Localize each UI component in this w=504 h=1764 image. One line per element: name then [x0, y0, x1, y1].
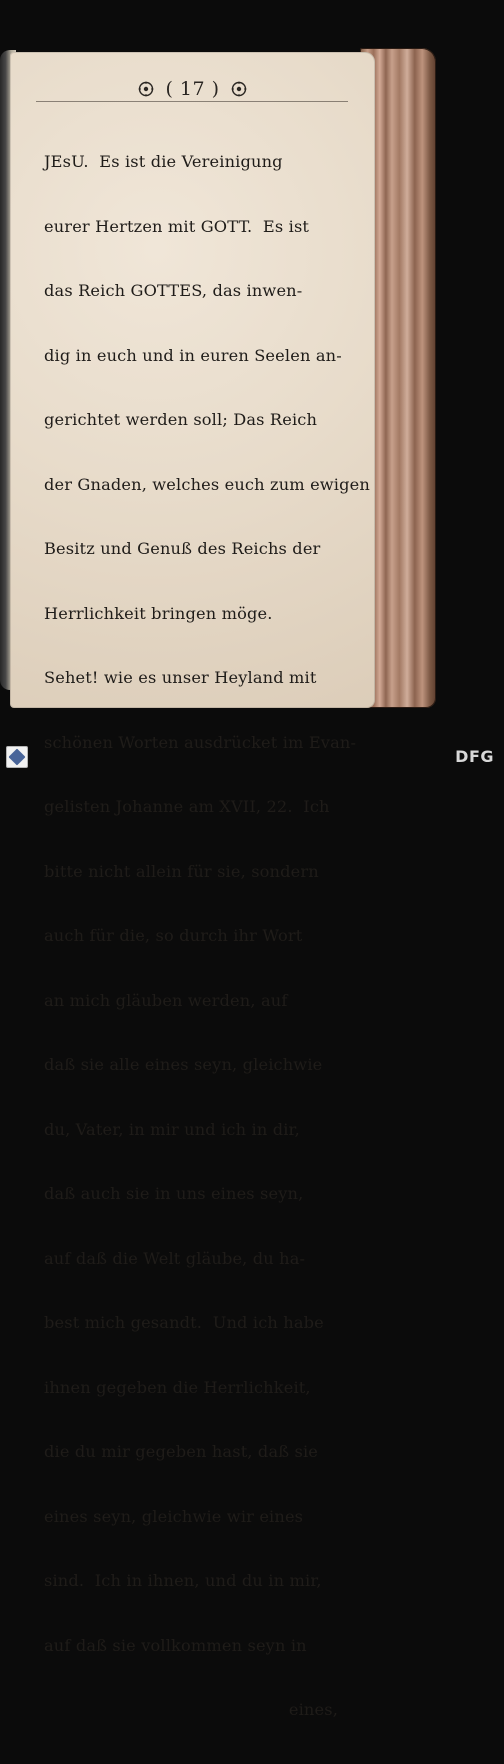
- book-page: [10, 52, 375, 1719]
- text-line: ihnen gegeben die Herrlichkeit,: [44, 1377, 311, 1397]
- text-line: Besitz und Genuß des Reichs der: [44, 539, 321, 558]
- library-badge-icon: [6, 746, 28, 768]
- page-header: [10, 78, 375, 100]
- ornament-icon: [230, 80, 248, 98]
- text-line: eines seyn, gleichwie wir eines: [44, 1506, 304, 1526]
- text-line: Sehet! wie es unser Heyland mit: [44, 668, 317, 687]
- text-line: dig in euch und in euren Seelen an-: [44, 345, 342, 365]
- page-number: ( 17 ): [165, 78, 220, 100]
- text-line: daß sie alle eines seyn, gleichwie: [44, 1055, 323, 1074]
- badge-mark-icon: [9, 749, 26, 766]
- text-line: eurer Hertzen mit GOTT. Es ist: [44, 216, 310, 236]
- page-text: [44, 108, 370, 1764]
- text-line: gelisten Johanne am XVII, 22. Ich: [44, 797, 330, 816]
- text-line: du, Vater, in mir und ich in dir,: [44, 1119, 300, 1139]
- header-rule: [36, 101, 348, 102]
- text-line: auf daß die Welt gläube, du ha-: [44, 1248, 306, 1268]
- text-line: schönen Worten ausdrücket im Evan-: [44, 732, 357, 752]
- text-line: Herrlichkeit bringen möge.: [44, 603, 273, 623]
- text-line: auch für die, so durch ihr Wort: [44, 926, 303, 945]
- ornament-icon: [137, 80, 155, 98]
- text-line: die du mir gegeben hast, daß sie: [44, 1442, 319, 1461]
- text-line: sind. Ich in ihnen, und du in mir,: [44, 1571, 322, 1590]
- text-line: auf daß sie vollkommen seyn in: [44, 1635, 307, 1655]
- text-line: JEsU. Es ist die Vereinigung: [44, 152, 283, 171]
- text-line: gerichtet werden soll; Das Reich: [44, 410, 318, 429]
- text-line: an mich gläuben werden, auf: [44, 990, 288, 1010]
- text-line: best mich gesandt. Und ich habe: [44, 1313, 324, 1332]
- text-line: das Reich GOTTES, das inwen-: [44, 281, 303, 300]
- text-line: bitte nicht allein für sie, sondern: [44, 861, 319, 881]
- text-line: der Gnaden, welches euch zum ewigen: [44, 474, 370, 494]
- dfg-logo: DFG: [455, 747, 494, 766]
- text-line: daß auch sie in uns eines seyn,: [44, 1184, 304, 1203]
- catchword: eines,: [288, 1700, 338, 1719]
